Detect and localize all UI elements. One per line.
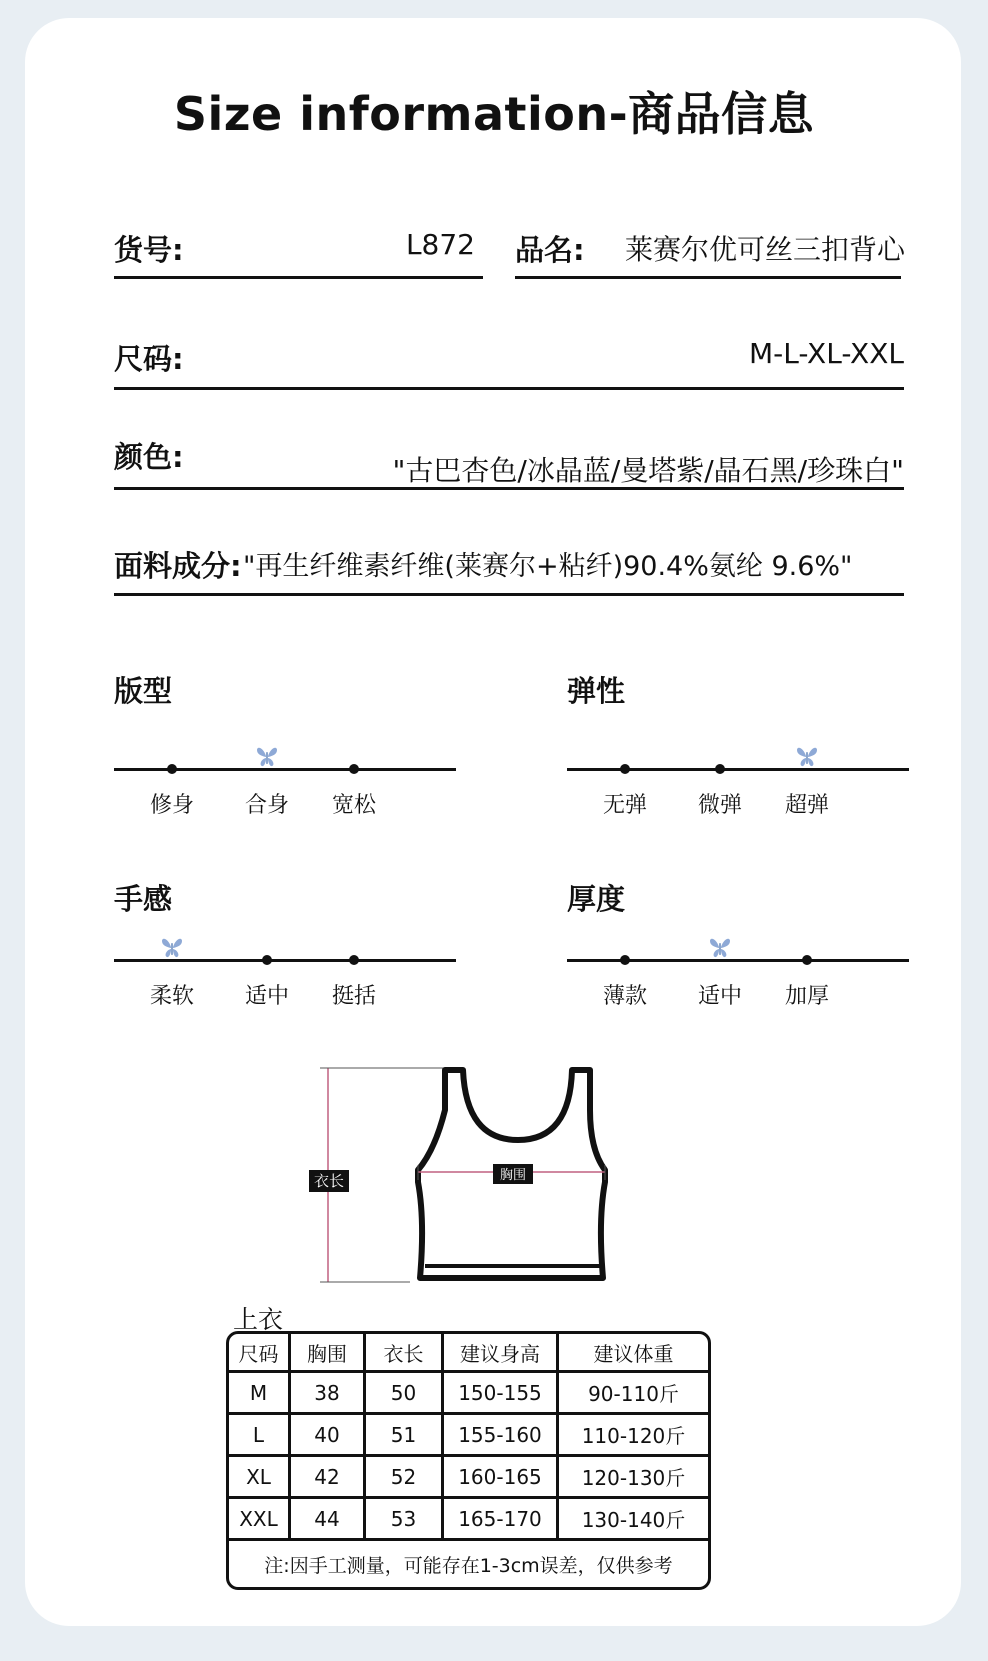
table-cell: 42 — [291, 1457, 366, 1499]
scale-option-label: 加厚 — [784, 984, 830, 1009]
scale-option-label: 挺括 — [331, 984, 377, 1009]
table-cell: 155-160 — [444, 1415, 559, 1457]
size-value: M-L-XL-XXL — [748, 337, 904, 370]
table-cell: 120-130斤 — [559, 1457, 708, 1499]
size-table-caption: 上衣 — [233, 1305, 284, 1334]
scale-line — [567, 959, 909, 962]
table-note: 注:因手工测量，可能存在1-3cm误差，仅供参考 — [264, 1554, 673, 1577]
fit-title: 版型 — [114, 674, 173, 708]
size-field — [114, 337, 904, 390]
chest-label: 胸围 — [499, 1168, 527, 1183]
header-cell: 胸围 — [291, 1334, 366, 1373]
table-cell: L — [229, 1415, 291, 1457]
scale-option-label: 微弹 — [697, 793, 743, 818]
length-label: 衣长 — [313, 1172, 345, 1190]
scale-dot — [620, 764, 630, 774]
scale-dot — [620, 955, 630, 965]
item-no-value: L872 — [405, 228, 475, 261]
table-row — [229, 1457, 708, 1499]
table-cell: 53 — [366, 1499, 444, 1541]
table-row — [229, 1373, 708, 1415]
table-cell: 51 — [366, 1415, 444, 1457]
thickness-title: 厚度 — [567, 882, 626, 916]
product-name-field — [515, 228, 905, 279]
butterfly-marker-icon — [708, 937, 732, 959]
table-cell: 165-170 — [444, 1499, 559, 1541]
feel-scale — [114, 929, 456, 1009]
scale-option-label: 适中 — [697, 984, 743, 1009]
tank-top-diagram — [300, 1060, 620, 1290]
header-cell: 建议身高 — [444, 1334, 559, 1373]
product-name-value: 莱赛尔优可丝三扣背心 — [624, 233, 905, 266]
scale-dot — [349, 764, 359, 774]
scale-option-label: 合身 — [244, 793, 290, 818]
feel-title: 手感 — [114, 882, 173, 916]
size-table — [226, 1331, 711, 1590]
table-cell: 130-140斤 — [559, 1499, 708, 1541]
scale-dot — [167, 764, 177, 774]
table-row — [229, 1415, 708, 1457]
item-no-label: 货号: — [114, 233, 184, 267]
elasticity-scale — [567, 738, 909, 818]
butterfly-marker-icon — [255, 746, 279, 768]
scale-dot — [715, 764, 725, 774]
butterfly-marker-icon — [795, 746, 819, 768]
table-cell: 50 — [366, 1373, 444, 1415]
table-note-row — [229, 1541, 708, 1587]
table-cell: XXL — [229, 1499, 291, 1541]
fit-scale — [114, 738, 456, 818]
table-cell: 90-110斤 — [559, 1373, 708, 1415]
table-cell: 160-165 — [444, 1457, 559, 1499]
fabric-value: "再生纤维素纤维(莱赛尔+粘纤)90.4%氨纶 9.6%" — [243, 551, 853, 582]
table-cell: M — [229, 1373, 291, 1415]
scale-line — [114, 768, 456, 771]
header-cell: 建议体重 — [559, 1334, 708, 1373]
scale-option-label: 薄款 — [602, 984, 648, 1009]
scale-dot — [262, 955, 272, 965]
color-label: 颜色: — [114, 440, 184, 474]
scale-option-label: 宽松 — [331, 793, 377, 818]
scale-option-label: 适中 — [244, 984, 290, 1009]
table-header-row — [229, 1334, 708, 1373]
page-title: Size information-商品信息 — [173, 87, 815, 141]
table-cell: 40 — [291, 1415, 366, 1457]
size-label: 尺码: — [114, 342, 184, 376]
table-cell: 44 — [291, 1499, 366, 1541]
elasticity-title: 弹性 — [567, 674, 626, 708]
table-cell: 110-120斤 — [559, 1415, 708, 1457]
fabric-field — [114, 544, 904, 596]
table-cell: 38 — [291, 1373, 366, 1415]
product-name-label: 品名: — [515, 233, 585, 267]
butterfly-marker-icon — [160, 937, 184, 959]
scale-option-label: 超弹 — [784, 793, 830, 818]
table-cell: XL — [229, 1457, 291, 1499]
scale-option-label: 柔软 — [149, 984, 195, 1009]
header-cell: 尺码 — [229, 1334, 291, 1373]
scale-dot — [802, 955, 812, 965]
scale-line — [114, 959, 456, 962]
item-no-field — [114, 228, 483, 279]
table-row — [229, 1499, 708, 1541]
header-cell: 衣长 — [366, 1334, 444, 1373]
fabric-label: 面料成分: — [114, 549, 242, 583]
color-value: "古巴杏色/冰晶蓝/曼塔紫/晶石黑/珍珠白" — [392, 454, 904, 487]
table-cell: 150-155 — [444, 1373, 559, 1415]
scale-option-label: 无弹 — [602, 793, 648, 818]
scale-option-label: 修身 — [149, 793, 195, 818]
thickness-scale — [567, 929, 909, 1009]
scale-dot — [349, 955, 359, 965]
scale-line — [567, 768, 909, 771]
color-field — [114, 435, 904, 490]
table-cell: 52 — [366, 1457, 444, 1499]
